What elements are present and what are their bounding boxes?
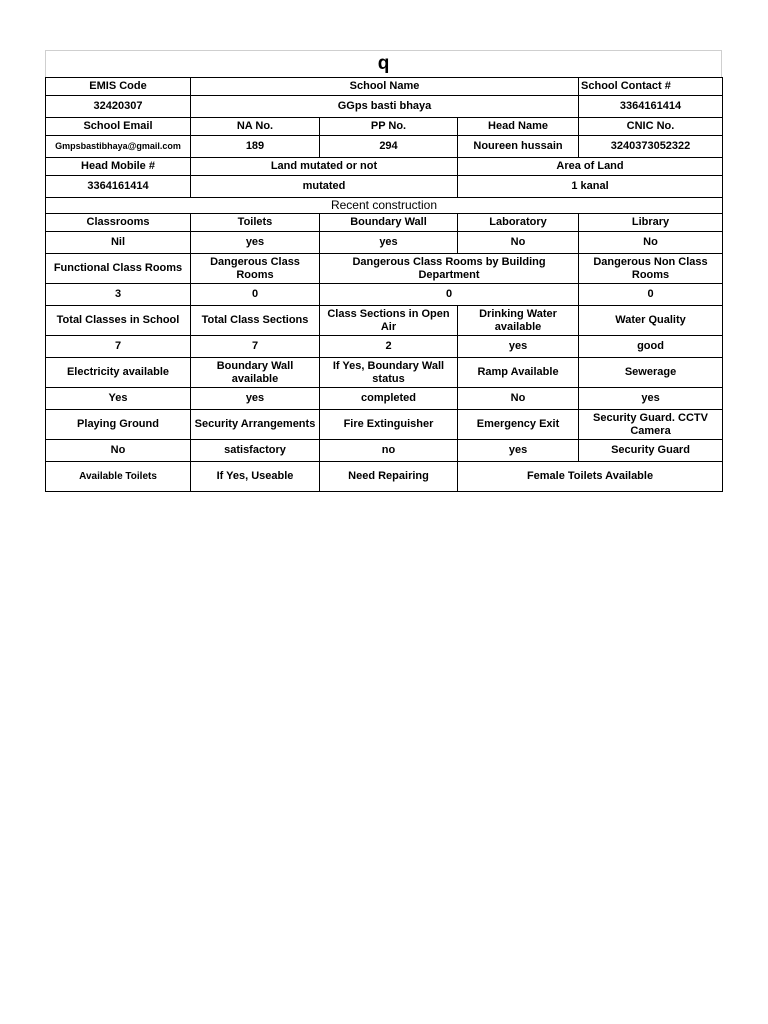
boundary-wall-status-value: completed [320, 388, 458, 410]
school-contact-label: School Contact # [579, 78, 723, 96]
security-guard-cctv-label: Security Guard. CCTV Camera [579, 410, 723, 440]
electricity-label: Electricity available [46, 358, 191, 388]
classrooms-label: Classrooms [46, 214, 191, 232]
school-contact-value: 3364161414 [579, 96, 723, 118]
security-arrangements-value: satisfactory [191, 440, 320, 462]
boundary-wall-available-label: Boundary Wall available [191, 358, 320, 388]
cnic-no-label: CNIC No. [579, 118, 723, 136]
table-row [46, 198, 723, 214]
sewerage-value: yes [579, 388, 723, 410]
water-quality-label: Water Quality [579, 306, 723, 336]
table-row [46, 254, 723, 284]
table-row [46, 306, 723, 336]
functional-class-rooms-label: Functional Class Rooms [46, 254, 191, 284]
table-row [46, 358, 723, 388]
table-row [46, 284, 723, 306]
female-toilets-label: Female Toilets Available [458, 462, 723, 492]
security-guard-cctv-value: Security Guard [579, 440, 723, 462]
table-row [46, 214, 723, 232]
library-value: No [579, 232, 723, 254]
boundary-wall-value: yes [320, 232, 458, 254]
fire-extinguisher-value: no [320, 440, 458, 462]
school-email-label: School Email [46, 118, 191, 136]
dangerous-class-rooms-building-value: 0 [320, 284, 579, 306]
head-mobile-label: Head Mobile # [46, 158, 191, 176]
head-name-value: Noureen hussain [458, 136, 579, 158]
emis-code-label: EMIS Code [46, 78, 191, 96]
ramp-available-label: Ramp Available [458, 358, 579, 388]
playing-ground-value: No [46, 440, 191, 462]
need-repairing-label: Need Repairing [320, 462, 458, 492]
boundary-wall-status-label: If Yes, Boundary Wall status [320, 358, 458, 388]
classrooms-value: Nil [46, 232, 191, 254]
school-name-value: GGps basti bhaya [191, 96, 579, 118]
drinking-water-value: yes [458, 336, 579, 358]
toilets-useable-label: If Yes, Useable [191, 462, 320, 492]
dangerous-class-rooms-value: 0 [191, 284, 320, 306]
land-mutated-value: mutated [191, 176, 458, 198]
table-row [46, 158, 723, 176]
head-mobile-value: 3364161414 [46, 176, 191, 198]
emis-code-value: 32420307 [46, 96, 191, 118]
drinking-water-label: Drinking Water available [458, 306, 579, 336]
head-name-label: Head Name [458, 118, 579, 136]
library-label: Library [579, 214, 723, 232]
recent-construction-heading: Recent construction [46, 198, 723, 214]
sewerage-label: Sewerage [579, 358, 723, 388]
dangerous-non-class-rooms-label: Dangerous Non Class Rooms [579, 254, 723, 284]
toilets-label: Toilets [191, 214, 320, 232]
available-toilets-label: Available Toilets [46, 462, 191, 492]
table-row [46, 232, 723, 254]
table-row [46, 440, 723, 462]
area-of-land-value: 1 kanal [458, 176, 723, 198]
boundary-wall-label: Boundary Wall [320, 214, 458, 232]
boundary-wall-available-value: yes [191, 388, 320, 410]
school-info-sheet [45, 50, 722, 492]
toilets-value: yes [191, 232, 320, 254]
table-row [46, 136, 723, 158]
title-row [45, 50, 722, 77]
laboratory-label: Laboratory [458, 214, 579, 232]
ramp-available-value: No [458, 388, 579, 410]
table-row [46, 96, 723, 118]
sheet-title: q [377, 53, 390, 74]
total-class-sections-value: 7 [191, 336, 320, 358]
fire-extinguisher-label: Fire Extinguisher [320, 410, 458, 440]
school-info-table [45, 77, 723, 492]
open-air-sections-value: 2 [320, 336, 458, 358]
dangerous-non-class-rooms-value: 0 [579, 284, 723, 306]
pp-no-label: PP No. [320, 118, 458, 136]
dangerous-class-rooms-building-label: Dangerous Class Rooms by Building Department [320, 254, 579, 284]
laboratory-value: No [458, 232, 579, 254]
functional-class-rooms-value: 3 [46, 284, 191, 306]
total-classes-value: 7 [46, 336, 191, 358]
table-row [46, 336, 723, 358]
school-name-label: School Name [191, 78, 579, 96]
security-arrangements-label: Security Arrangements [191, 410, 320, 440]
table-row [46, 118, 723, 136]
table-row [46, 410, 723, 440]
electricity-value: Yes [46, 388, 191, 410]
total-class-sections-label: Total Class Sections [191, 306, 320, 336]
playing-ground-label: Playing Ground [46, 410, 191, 440]
na-no-value: 189 [191, 136, 320, 158]
emergency-exit-value: yes [458, 440, 579, 462]
cnic-no-value: 3240373052322 [579, 136, 723, 158]
emergency-exit-label: Emergency Exit [458, 410, 579, 440]
na-no-label: NA No. [191, 118, 320, 136]
land-mutated-label: Land mutated or not [191, 158, 458, 176]
table-row [46, 176, 723, 198]
water-quality-value: good [579, 336, 723, 358]
pp-no-value: 294 [320, 136, 458, 158]
dangerous-class-rooms-label: Dangerous Class Rooms [191, 254, 320, 284]
total-classes-label: Total Classes in School [46, 306, 191, 336]
area-of-land-label: Area of Land [458, 158, 723, 176]
table-row [46, 388, 723, 410]
open-air-sections-label: Class Sections in Open Air [320, 306, 458, 336]
table-row [46, 78, 723, 96]
school-email-value: Gmpsbastibhaya@gmail.com [46, 136, 191, 158]
table-row [46, 462, 723, 492]
